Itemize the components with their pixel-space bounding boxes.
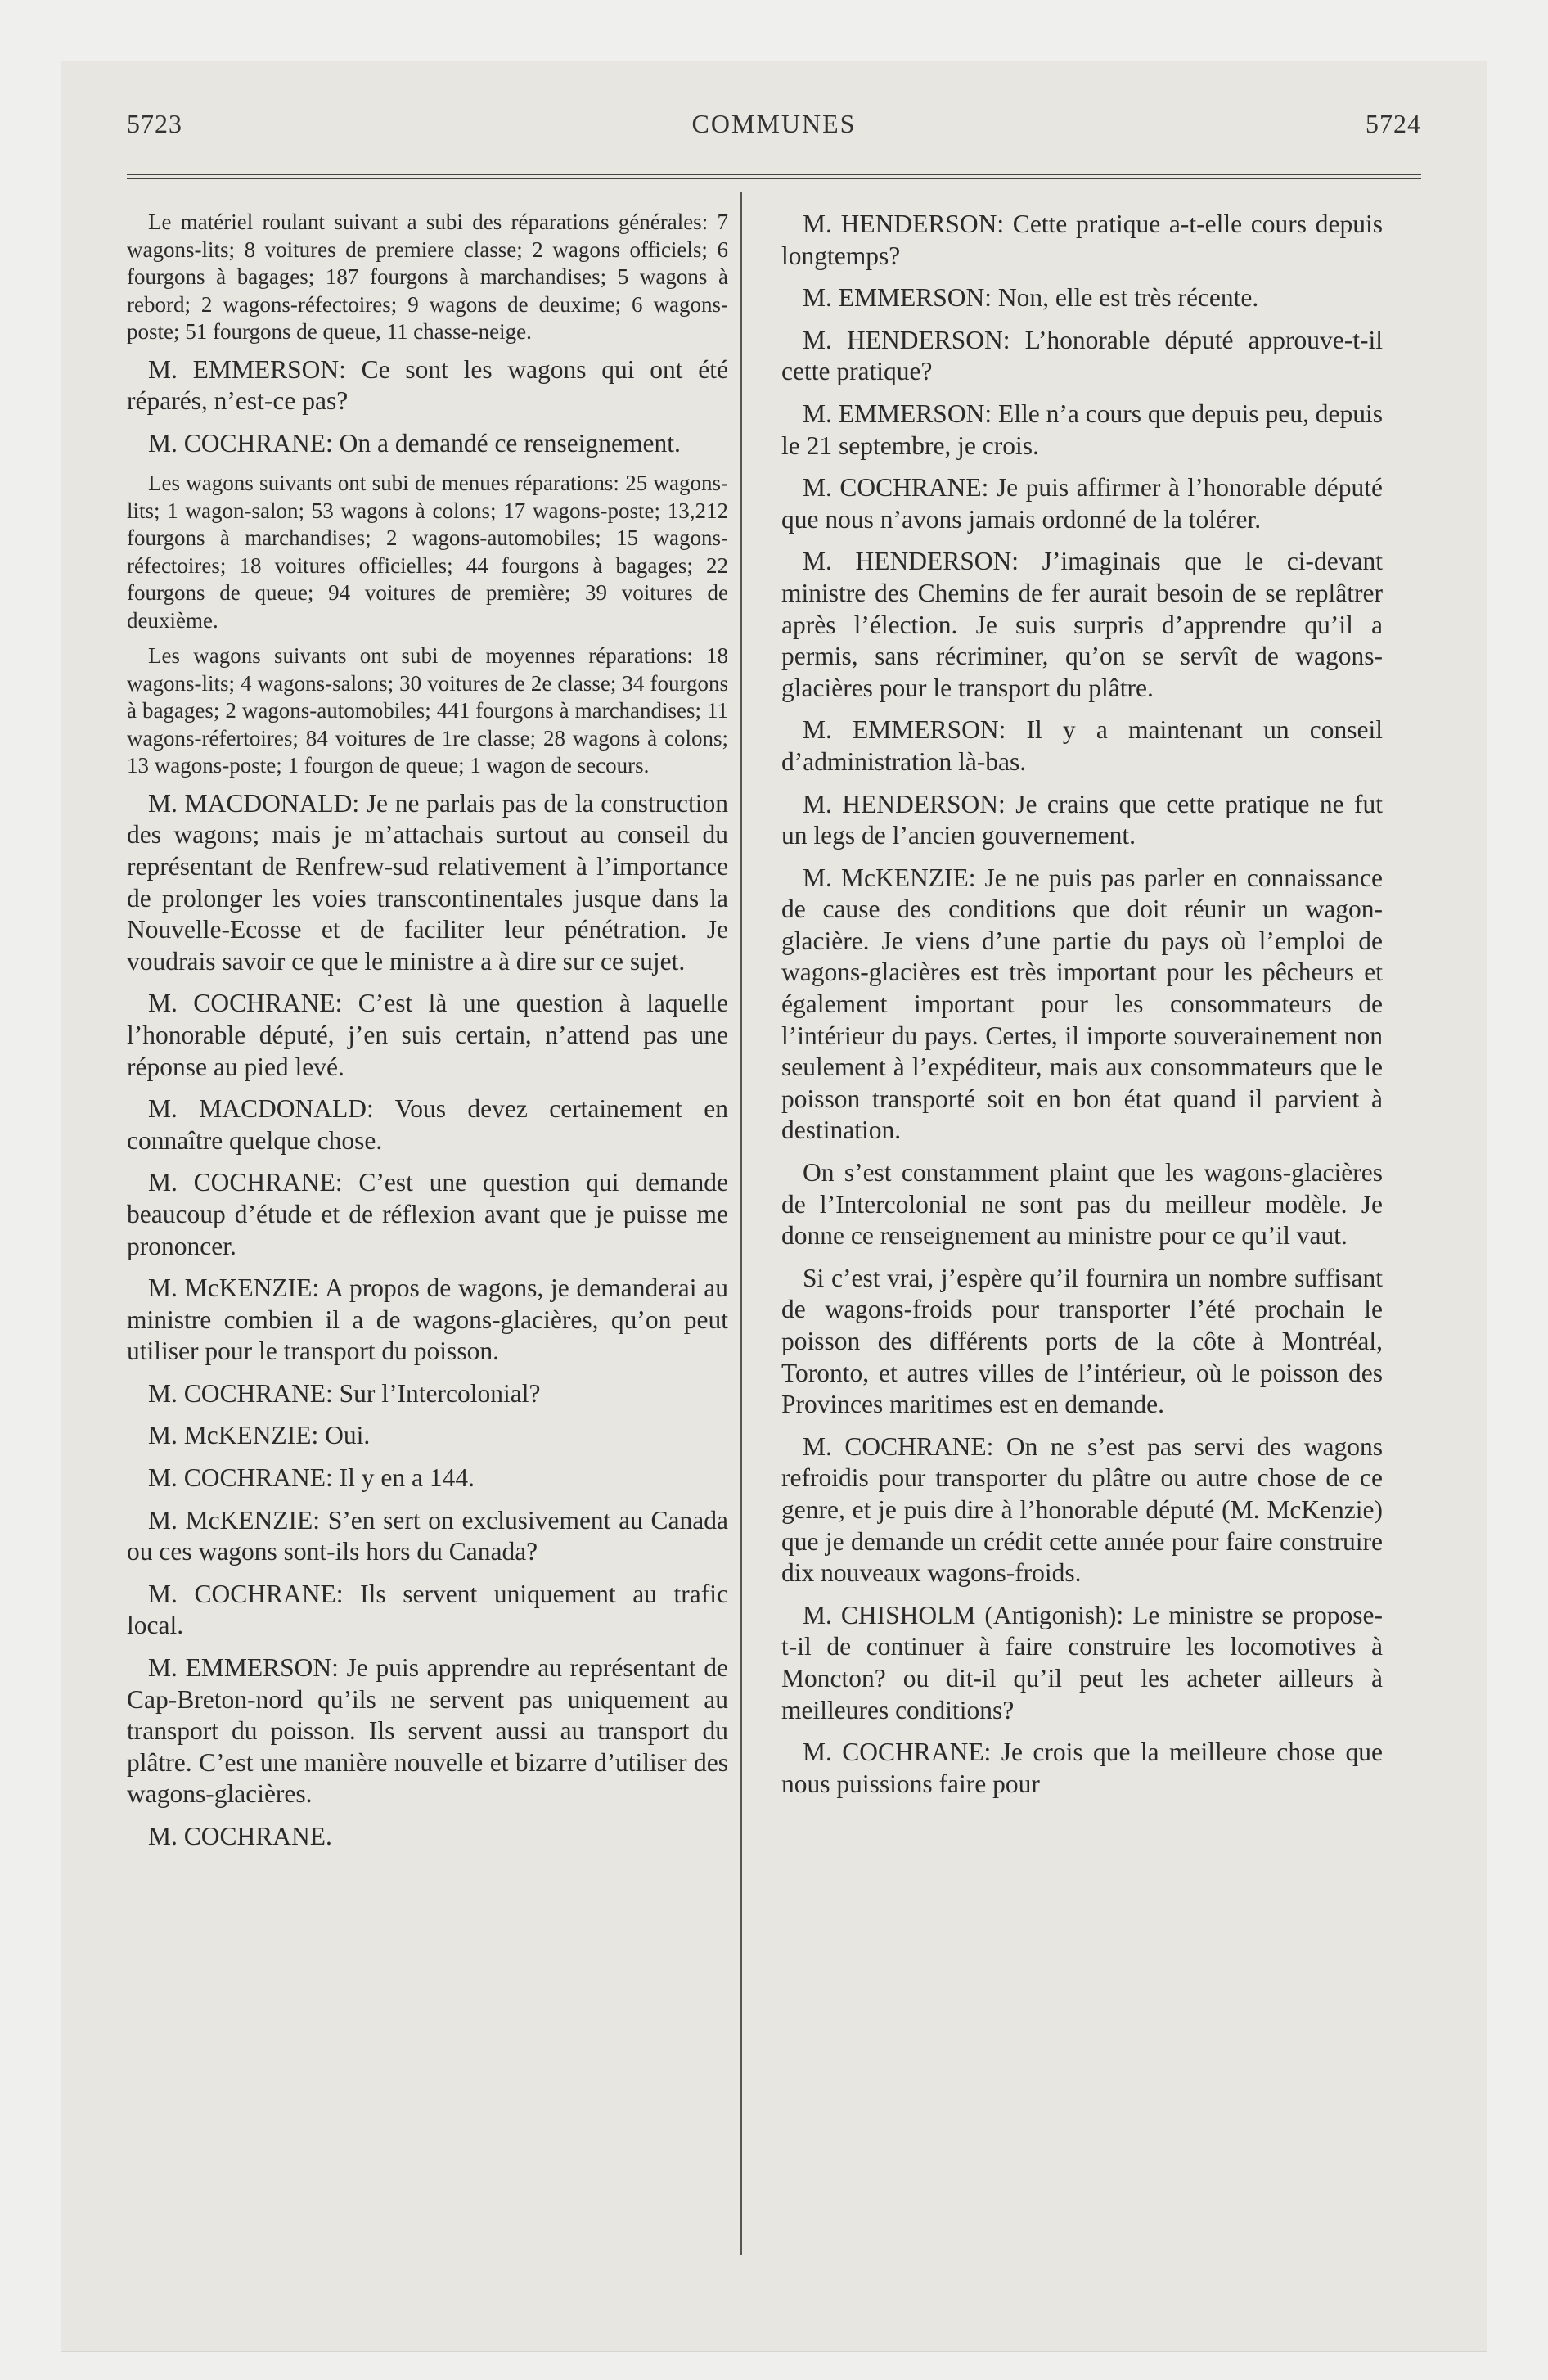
column-divider [740, 192, 742, 2255]
paragraph: M. COCHRANE: Il y en a 144. [148, 1463, 475, 1493]
paragraph: M. COCHRANE: On a demandé ce renseignement. [148, 428, 681, 458]
paragraph: Les wagons suivants ont subi de moyennes réparations: 18 wagons-lits; 4 wagons-salons; 30 voitures de 2e classe; 34 fourgons à bagages; 2 wagons-automobiles; 441 fourgons à marchandises; 11 wagons-réfertoires; 84 voitures de 1re classe; 28 wagons à colons; 13 wagons-poste; 1 fourgon de queue; 1 wagon de secours. [127, 643, 728, 778]
paragraph: M. HENDERSON: L’honorable député approuve-t-il cette pratique? [781, 325, 1383, 386]
paragraph: M. COCHRANE: C’est là une question à laquelle l’honorable député, j’en suis certain, n’attend pas une réponse au pied levé. [127, 989, 728, 1081]
left-column [127, 209, 728, 1864]
paragraph: M. EMMERSON: Elle n’a cours que depuis peu, depuis le 21 septembre, je crois. [781, 399, 1383, 460]
paragraph: M. EMMERSON: Non, elle est très récente. [803, 283, 1259, 313]
paragraph: M. COCHRANE. [148, 1822, 332, 1850]
paragraph: M. EMMERSON: Je puis apprendre au représentant de Cap-Breton-nord qu’ils ne servent pas uniquement au transport du poisson. Ils servent aussi au transport du plâtre. C’est une manière nouvelle et bizarre d’utiliser des wagons-glacières. [127, 1653, 728, 1809]
paragraph: M. COCHRANE: Ils servent uniquement au trafic local. [127, 1579, 728, 1640]
page-number-right: 5724 [1366, 109, 1421, 138]
paragraph: M. McKENZIE: Je ne puis pas parler en connaissance de cause des conditions que doit réunir un wagon-glacière. Je viens d’une partie du pays où l’emploi de wagons-glacières est très important pour les pêcheurs et également important pour les consommateurs de l’intérieur du pays. Certes, il importe souverainement non seulement à l’expéditeur, mais aux consommateurs que le poisson transporté soit en bon état quand il parvient à destination. [781, 863, 1383, 1145]
right-column [781, 209, 1383, 1810]
page-sheet [61, 61, 1487, 2351]
page-title: COMMUNES [691, 109, 857, 138]
paragraph: On s’est constamment plaint que les wagons-glacières de l’Intercolonial ne sont pas du meilleur modèle. Je donne ce renseignement au ministre pour ce qu’il vaut. [781, 1158, 1383, 1251]
paragraph: M. McKENZIE: S’en sert on exclusivement au Canada ou ces wagons sont-ils hors du Canada? [127, 1505, 728, 1566]
paragraph: M. COCHRANE: C’est une question qui demande beaucoup d’étude et de réflexion avant que je puisse me prononcer. [127, 1168, 728, 1260]
paragraph: Les wagons suivants ont subi de menues réparations: 25 wagons-lits; 1 wagon-salon; 53 wagons à colons; 17 wagons-poste; 13,212 fourgons à marchandises; 2 wagons-automobiles; 15 wagons-réfectoires; 18 voitures officielles; 44 fourgons à bagages; 22 fourgons de queue; 94 voitures de première; 39 voitures de deuxième. [127, 471, 728, 633]
header-rule-thin [127, 178, 1421, 179]
paragraph: M. COCHRANE: Je puis affirmer à l’honorable député que nous n’avons jamais ordonné de la tolérer. [781, 473, 1383, 534]
paragraph: M. McKENZIE: A propos de wagons, je demanderai au ministre combien il a de wagons-glacières, qu’on peut utiliser pour le transport du poisson. [127, 1273, 728, 1366]
paragraph: M. MACDONALD: Je ne parlais pas de la construction des wagons; mais je m’attachais surtout au conseil du représentant de Renfrew-sud relativement à l’importance de prolonger les voies transcontinentales jusque dans la Nouvelle-Ecosse et de faciliter leur pénétration. Je voudrais savoir ce que le ministre a à dire sur ce sujet. [127, 788, 728, 976]
paragraph: M. CHISHOLM (Antigonish): Le ministre se propose-t-il de continuer à faire construire les locomotives à Moncton? ou dit-il qu’il peut les acheter ailleurs à meilleures conditions? [781, 1600, 1383, 1724]
paragraph: M. HENDERSON: J’imaginais que le ci-devant ministre des Chemins de fer aurait besoin de se replâtrer après l’élection. Je suis surpris d’apprendre qu’il a permis, sans récriminer, qu’on se servît de wagons-glacières pour le transport du plâtre. [781, 547, 1383, 702]
paragraph: M. HENDERSON: Cette pratique a-t-elle cours depuis longtemps? [781, 210, 1383, 270]
paragraph: Le matériel roulant suivant a subi des réparations générales: 7 wagons-lits; 8 voitures de premiere classe; 2 wagons officiels; 6 fourgons à bagages; 187 fourgons à marchandises; 5 wagons à rebord; 2 wagons-réfectoires; 9 wagons de deuxime; 6 wagons-poste; 51 fourgons de queue, 11 chasse-neige. [127, 210, 728, 344]
paragraph: M. HENDERSON: Je crains que cette pratique ne fut un legs de l’ancien gouvernement. [781, 789, 1383, 850]
paragraph: M. McKENZIE: Oui. [148, 1421, 371, 1450]
paragraph: M. COCHRANE: Sur l’Intercolonial? [148, 1378, 541, 1408]
page-header [127, 109, 1421, 150]
page-number-left: 5723 [127, 109, 182, 138]
paragraph: M. MACDONALD: Vous devez certainement en connaître quelque chose. [127, 1094, 728, 1155]
paragraph: M. COCHRANE: On ne s’est pas servi des wagons refroidis pour transporter du plâtre ou autre chose de ce genre, et je puis dire à l’honorable député (M. McKenzie) que je demande un crédit cette année pour faire construire dix nouveaux wagons-froids. [781, 1431, 1383, 1588]
paragraph: M. EMMERSON: Ce sont les wagons qui ont été réparés, n’est-ce pas? [127, 354, 728, 416]
paragraph: M. EMMERSON: Il y a maintenant un conseil d’administration là-bas. [781, 715, 1383, 776]
paragraph: M. COCHRANE: Je crois que la meilleure chose que nous puissions faire pour [781, 1738, 1383, 1798]
paragraph: Si c’est vrai, j’espère qu’il fournira un nombre suffisant de wagons-froids pour transporter l’été prochain le poisson des différents ports de la côte à Montréal, Toronto, et autres villes de l’intérieur, où le poisson des Provinces maritimes est en demande. [781, 1263, 1383, 1419]
header-rule [127, 174, 1421, 175]
